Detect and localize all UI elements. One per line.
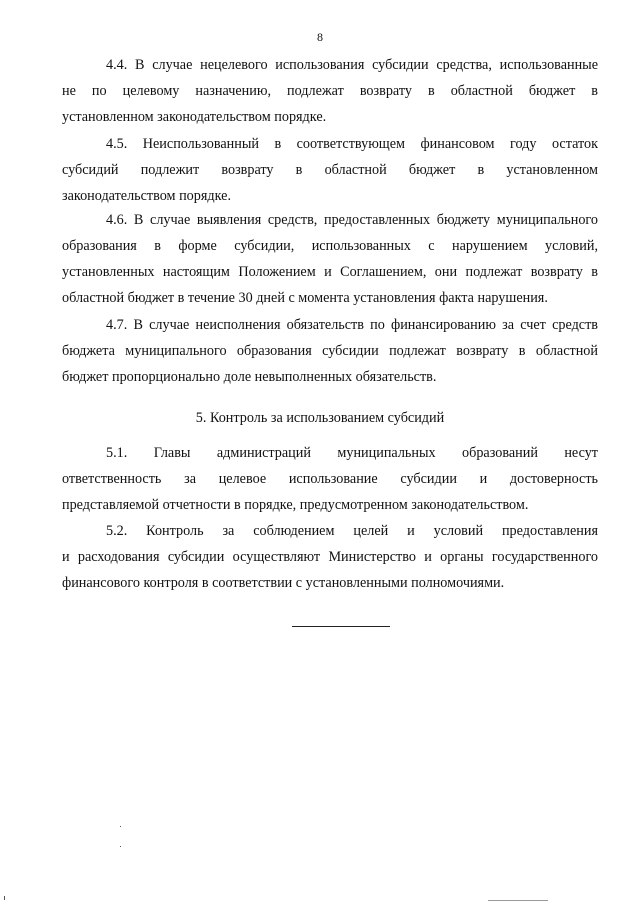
paragraph-line: 4.7. В случае неисполнения обязательств по финансированию за счет средств — [106, 317, 598, 333]
paragraph-4-6 — [62, 207, 598, 311]
paragraph-line: 5.1. Главы администраций муниципальных образований несут — [106, 445, 598, 461]
paragraph-line: 5.2. Контроль за соблюдением целей и условий предоставления — [106, 523, 598, 539]
paragraph-line: законодательством порядке. — [62, 188, 231, 204]
paragraph-line: субсидий подлежит возврату в областной бюджет в установленном — [62, 162, 598, 178]
page-number: 8 — [317, 30, 323, 44]
paragraph-line: 4.4. В случае нецелевого использования субсидии средства, использованные — [106, 57, 598, 73]
paragraph-line: установленных настоящим Положением и Соглашением, они подлежат возврату в — [62, 264, 598, 280]
paragraph-line: установленном законодательством порядке. — [62, 109, 327, 125]
paragraph-5-1 — [62, 440, 598, 518]
paragraph-line: образования в форме субсидии, использованных с нарушением условий, — [62, 238, 598, 254]
paragraph-4-7 — [62, 312, 598, 390]
end-of-document-rule — [292, 626, 390, 627]
paragraph-line: 4.6. В случае выявления средств, предоставленных бюджету муниципального — [106, 212, 598, 228]
scan-speck — [120, 826, 121, 827]
section-heading: 5. Контроль за использованием субсидий — [195, 410, 445, 426]
paragraph-line: финансового контроля в соответствии с установленными полномочиями. — [62, 575, 505, 591]
paragraph-4-4 — [62, 52, 598, 130]
paragraph-4-5 — [62, 131, 598, 209]
paragraph-line: представляемой отчетности в порядке, предусмотренном законодательством. — [62, 497, 529, 513]
scan-speck — [488, 900, 548, 901]
scan-speck — [120, 846, 121, 847]
paragraph-line: бюджета муниципального образования субсидии подлежат возврату в областной — [62, 343, 598, 359]
paragraph-line: и расходования субсидии осуществляют Министерство и органы государственного — [62, 549, 598, 565]
paragraph-line: 4.5. Неиспользованный в соответствующем финансовом году остаток — [106, 136, 598, 152]
paragraph-line: не по целевому назначению, подлежат возврату в областной бюджет в — [62, 83, 598, 99]
paragraph-line: областной бюджет в течение 30 дней с момента установления факта нарушения. — [62, 290, 548, 306]
scan-speck — [4, 896, 5, 900]
paragraph-5-2 — [62, 518, 598, 596]
paragraph-line: ответственность за целевое использование субсидии и достоверность — [62, 471, 598, 487]
paragraph-line: бюджет пропорционально доле невыполненных обязательств. — [62, 369, 437, 385]
